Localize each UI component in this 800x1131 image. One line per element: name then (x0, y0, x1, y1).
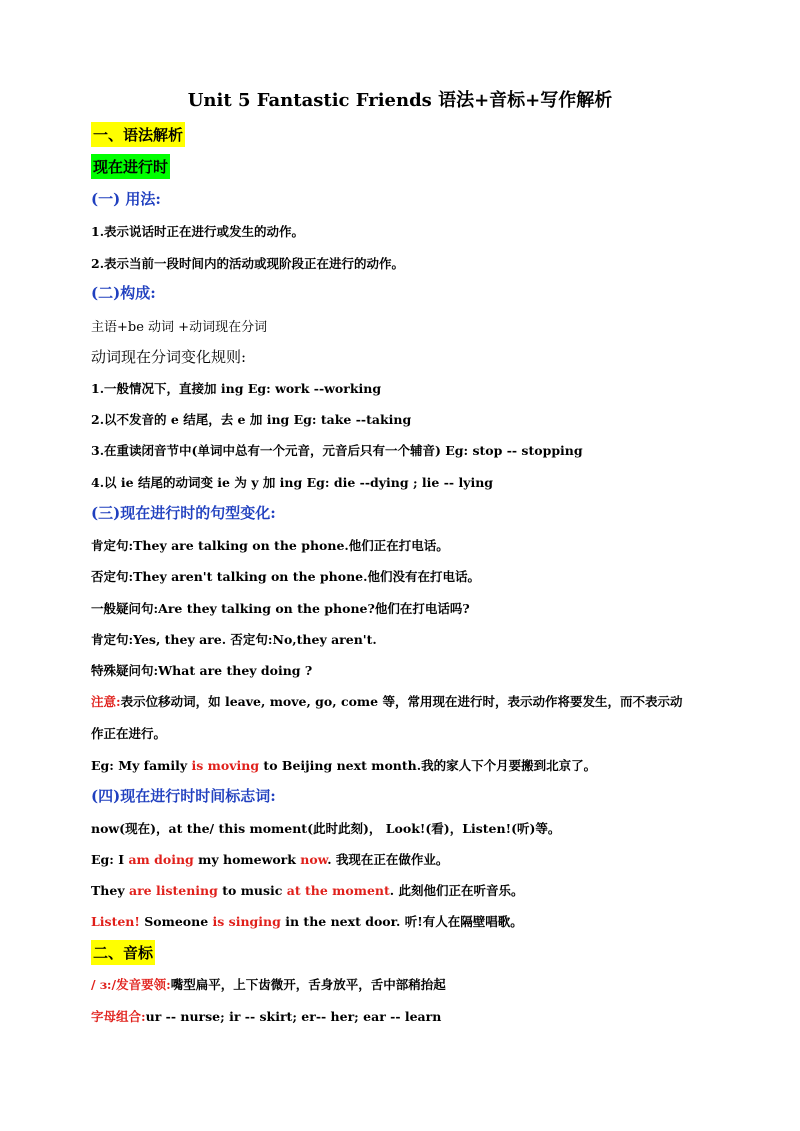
usage-item-1: 1.表示说话时正在进行或发生的动作。 (91, 224, 305, 239)
highlight-signal: Listen! (91, 914, 140, 929)
highlight-verb: are listening (128, 883, 218, 898)
usage-item-2: 2.表示当前一段时间内的活动或现阶段正在进行的动作。 (91, 256, 405, 271)
topic-heading: 现在进行时 (91, 154, 170, 179)
usage-heading: (一) 用法: (91, 190, 161, 208)
rule-3: 3.在重读闭音节中(单词中总有一个元音，元音后只有一个辅音) Eg: stop -- stopping (91, 443, 583, 458)
section-grammar-heading: 一、语法解析 (91, 122, 185, 147)
highlight-verb: is singing (212, 914, 281, 929)
pattern-wh-question: 特殊疑问句:What are they doing ? (91, 663, 313, 678)
form-structure: 主语+be 动词 +动词现在分词 (91, 320, 268, 335)
example-singing: Listen! Someone is singing in the next door. 听!有人在隔壁唱歌。 (91, 914, 523, 929)
page-title: Unit 5 Fantastic Friends 语法+音标+写作解析 (187, 90, 613, 111)
note-text: 表示位移动词，如 leave, move, go, come 等，常用现在进行时，表示动作将要发生，而不表示动 (120, 694, 683, 709)
pattern-answers: 肯定句:Yes, they are. 否定句:No,they aren't. (91, 632, 377, 647)
pattern-question: 一般疑问句:Are they talking on the phone?他们在打电话吗? (91, 601, 470, 616)
pattern-heading: (三)现在进行时的句型变化: (91, 504, 276, 522)
letter-combinations: 字母组合:ur -- nurse; ir -- skirt; er-- her; ear -- learn (91, 1009, 442, 1024)
pattern-positive: 肯定句:They are talking on the phone.他们正在打电话。 (91, 538, 449, 553)
example-homework: Eg: I am doing my homework now. 我现在正在做作业。 (91, 852, 449, 867)
pattern-negative: 否定句:They aren't talking on the phone.他们没有在打电话。 (91, 569, 480, 584)
highlight-verb: is moving (191, 758, 260, 773)
highlight-time: now (300, 852, 328, 867)
note-label: 注意: (91, 694, 121, 709)
rule-1: 1.一般情况下，直接加 ing Eg: work --working (91, 381, 382, 396)
highlight-time: at the moment (286, 883, 390, 898)
highlight-verb: am doing (128, 852, 194, 867)
rule-2: 2.以不发音的 e 结尾，去 e 加 ing Eg: take --taking (91, 412, 412, 427)
rule-4: 4.以 ie 结尾的动词变 ie 为 y 加 ing Eg: die --dying ; lie -- lying (91, 475, 494, 490)
note-line-1 (91, 692, 682, 710)
example-music: They are listening to music at the moment. 此刻他们正在听音乐。 (91, 883, 524, 898)
phonetic-label: / ɜ:/发音要领: (91, 977, 171, 992)
example-moving: Eg: My family is moving to Beijing next month.我的家人下个月要搬到北京了。 (91, 758, 597, 773)
signal-words: now(现在)，at the/ this moment(此时此刻)， Look!(看)，Listen!(听)等。 (91, 821, 561, 836)
phonetic-tip: / ɜ:/发音要领:嘴型扁平，上下齿微开，舌身放平，舌中部稍抬起 (91, 977, 446, 992)
form-heading: (二)构成: (91, 284, 156, 302)
note-line-2: 作正在进行。 (91, 726, 167, 741)
section-phonetics-heading: 二、音标 (91, 940, 155, 965)
letters-label: 字母组合: (91, 1009, 146, 1024)
signal-heading: (四)现在进行时时间标志词: (91, 787, 276, 805)
rules-heading: 动词现在分词变化规则: (91, 348, 247, 366)
